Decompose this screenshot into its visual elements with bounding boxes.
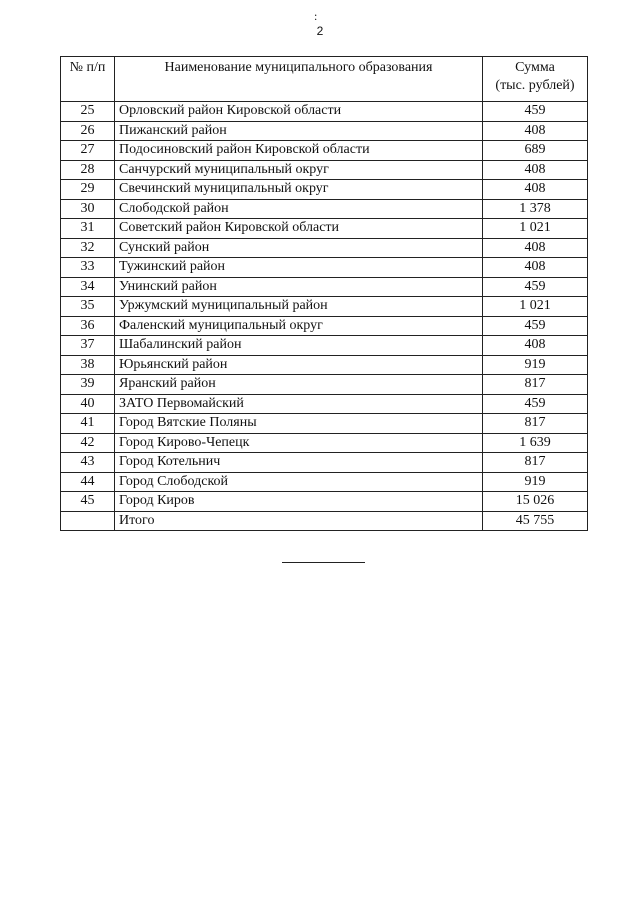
table-row [61,394,588,414]
total-sum: 45 755 [483,511,588,531]
table-row [61,277,588,297]
row-number: 39 [61,375,115,395]
table-row [61,316,588,336]
row-sum: 1 021 [483,297,588,317]
row-sum: 459 [483,394,588,414]
row-number: 34 [61,277,115,297]
row-number: 31 [61,219,115,239]
row-name: Фаленский муниципальный округ [115,316,483,336]
row-name: Город Котельнич [115,453,483,473]
table-row [61,297,588,317]
row-number: 44 [61,472,115,492]
row-sum: 817 [483,375,588,395]
row-number: 45 [61,492,115,512]
header-sum [483,57,588,102]
row-name: Город Слободской [115,472,483,492]
row-name: Сунский район [115,238,483,258]
row-name: Советский район Кировской области [115,219,483,239]
row-name: Город Кирово-Чепецк [115,433,483,453]
row-number: 28 [61,160,115,180]
row-sum: 408 [483,258,588,278]
page-number: 2 [316,24,324,38]
municipal-sums-table [60,56,588,531]
row-name: ЗАТО Первомайский [115,394,483,414]
row-number: 41 [61,414,115,434]
row-number: 33 [61,258,115,278]
table-total-row [61,511,588,531]
row-number: 27 [61,141,115,161]
row-name: Шабалинский район [115,336,483,356]
table-row [61,355,588,375]
row-name: Пижанский район [115,121,483,141]
table-row [61,472,588,492]
row-sum: 1 639 [483,433,588,453]
table-row [61,453,588,473]
table-row [61,336,588,356]
table-row [61,121,588,141]
table-row [61,433,588,453]
table-row [61,102,588,122]
row-name: Санчурский муниципальный округ [115,160,483,180]
table-row [61,414,588,434]
table-row [61,492,588,512]
top-mark: : [314,9,318,23]
row-sum: 15 026 [483,492,588,512]
row-sum: 408 [483,238,588,258]
header-number: № п/п [61,57,115,102]
footer-separator-line [282,562,365,563]
row-name: Яранский район [115,375,483,395]
row-number: 38 [61,355,115,375]
row-name: Юрьянский район [115,355,483,375]
row-name: Уржумский муниципальный район [115,297,483,317]
row-sum: 459 [483,316,588,336]
row-sum: 408 [483,336,588,356]
table-row [61,258,588,278]
row-sum: 459 [483,277,588,297]
row-sum: 408 [483,180,588,200]
table-row [61,199,588,219]
header-sum-line1: Сумма [515,60,555,75]
row-sum: 408 [483,160,588,180]
row-name: Орловский район Кировской области [115,102,483,122]
row-sum: 408 [483,121,588,141]
row-name: Подосиновский район Кировской области [115,141,483,161]
row-name: Слободской район [115,199,483,219]
table-row [61,160,588,180]
row-number: 30 [61,199,115,219]
header-name: Наименование муниципального образования [115,57,483,102]
row-sum: 459 [483,102,588,122]
row-name: Тужинский район [115,258,483,278]
row-sum: 1 378 [483,199,588,219]
header-sum-line2: (тыс. рублей) [495,78,575,93]
row-name: Город Вятские Поляны [115,414,483,434]
table-header-row [61,57,588,102]
row-number: 37 [61,336,115,356]
row-number: 43 [61,453,115,473]
row-name: Свечинский муниципальный округ [115,180,483,200]
table-row [61,238,588,258]
table-row [61,219,588,239]
row-number: 40 [61,394,115,414]
row-sum: 817 [483,414,588,434]
total-number [61,511,115,531]
row-number: 36 [61,316,115,336]
row-sum: 689 [483,141,588,161]
row-sum: 919 [483,472,588,492]
row-name: Город Киров [115,492,483,512]
table-row [61,375,588,395]
row-number: 29 [61,180,115,200]
row-number: 35 [61,297,115,317]
row-number: 26 [61,121,115,141]
row-number: 42 [61,433,115,453]
row-number: 25 [61,102,115,122]
table-row [61,141,588,161]
row-sum: 817 [483,453,588,473]
row-number: 32 [61,238,115,258]
row-sum: 919 [483,355,588,375]
table-row [61,180,588,200]
total-label: Итого [115,511,483,531]
row-name: Унинский район [115,277,483,297]
row-sum: 1 021 [483,219,588,239]
table-body [61,102,588,512]
